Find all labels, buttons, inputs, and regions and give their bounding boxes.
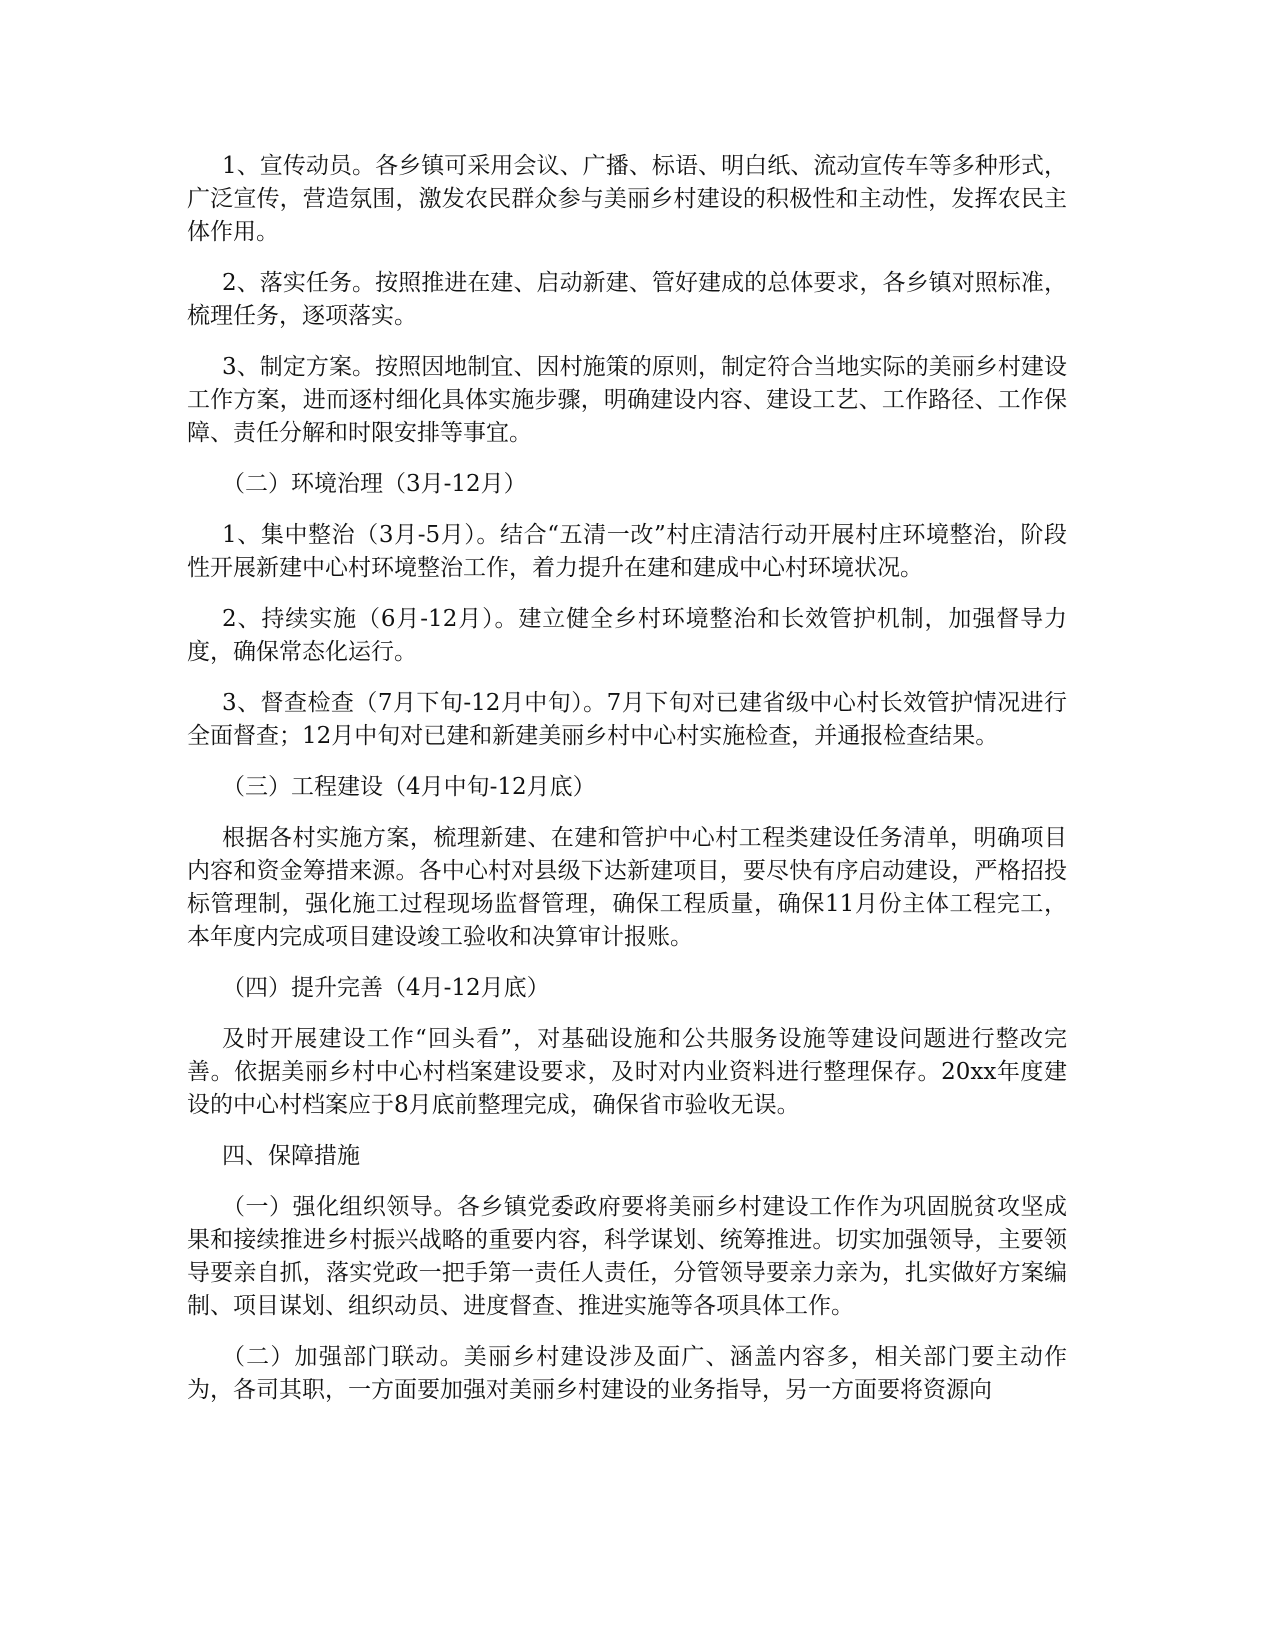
heading-environment-governance: （二）环境治理（3月-12月） [222,471,527,497]
paragraph-implement-tasks: 2、落实任务。按照推进在建、启动新建、管好建成的总体要求，各乡镇对照标准，梳理任务，逐项落实。 [187,270,1067,329]
heading-improvement: （四）提升完善（4月-12月底） [222,975,550,1001]
paragraph-engineering-details: 根据各村实施方案，梳理新建、在建和管护中心村工程类建设任务清单，明确项目内容和资金筹措来源。各中心村对县级下达新建项目，要尽快有序启动建设，严格招投标管理制，强化施工过程现场监督管理，确保工程质量，确保11月份主体工程完工，本年度内完成项目建设竣工验收和决算审计报账。 [187,825,1067,950]
paragraph-centralized-rectification: 1、集中整治（3月-5月）。结合“五清一改”村庄清洁行动开展村庄环境整治，阶段性开展新建中心村环境整治工作，着力提升在建和建成中心村环境状况。 [187,522,1067,581]
document-body [187,150,1067,1425]
paragraph-improvement-details: 及时开展建设工作“回头看”，对基础设施和公共服务设施等建设问题进行整改完善。依据美丽乡村中心村档案建设要求，及时对内业资料进行整理保存。20xx年度建设的中心村档案应于8月底前整理完成，确保省市验收无误。 [187,1026,1067,1118]
heading-safeguard-measures: 四、保障措施 [222,1143,360,1169]
paragraph-continuous-implementation: 2、持续实施（6月-12月）。建立健全乡村环境整治和长效管护机制，加强督导力度，确保常态化运行。 [187,606,1067,665]
paragraph-publicity-mobilization: 1、宣传动员。各乡镇可采用会议、广播、标语、明白纸、流动宣传车等多种形式，广泛宣传，营造氛围，激发农民群众参与美丽乡村建设的积极性和主动性，发挥农民主体作用。 [187,153,1067,245]
paragraph-department-coordination: （二）加强部门联动。美丽乡村建设涉及面广、涵盖内容多，相关部门要主动作为，各司其职，一方面要加强对美丽乡村建设的业务指导，另一方面要将资源向 [187,1344,1067,1403]
paragraph-formulate-plan: 3、制定方案。按照因地制宜、因村施策的原则，制定符合当地实际的美丽乡村建设工作方案，进而逐村细化具体实施步骤，明确建设内容、建设工艺、工作路径、工作保障、责任分解和时限安排等事宜。 [187,354,1067,446]
paragraph-organizational-leadership: （一）强化组织领导。各乡镇党委政府要将美丽乡村建设工作作为巩固脱贫攻坚成果和接续推进乡村振兴战略的重要内容，科学谋划、统筹推进。切实加强领导，主要领导要亲自抓，落实党政一把手第一责任人责任，分管领导要亲力亲为，扎实做好方案编制、项目谋划、组织动员、进度督查、推进实施等各项具体工作。 [187,1194,1067,1319]
paragraph-supervision-inspection: 3、督查检查（7月下旬-12月中旬）。7月下旬对已建省级中心村长效管护情况进行全面督查；12月中旬对已建和新建美丽乡村中心村实施检查，并通报检查结果。 [187,690,1067,749]
heading-engineering-construction: （三）工程建设（4月中旬-12月底） [222,774,596,800]
